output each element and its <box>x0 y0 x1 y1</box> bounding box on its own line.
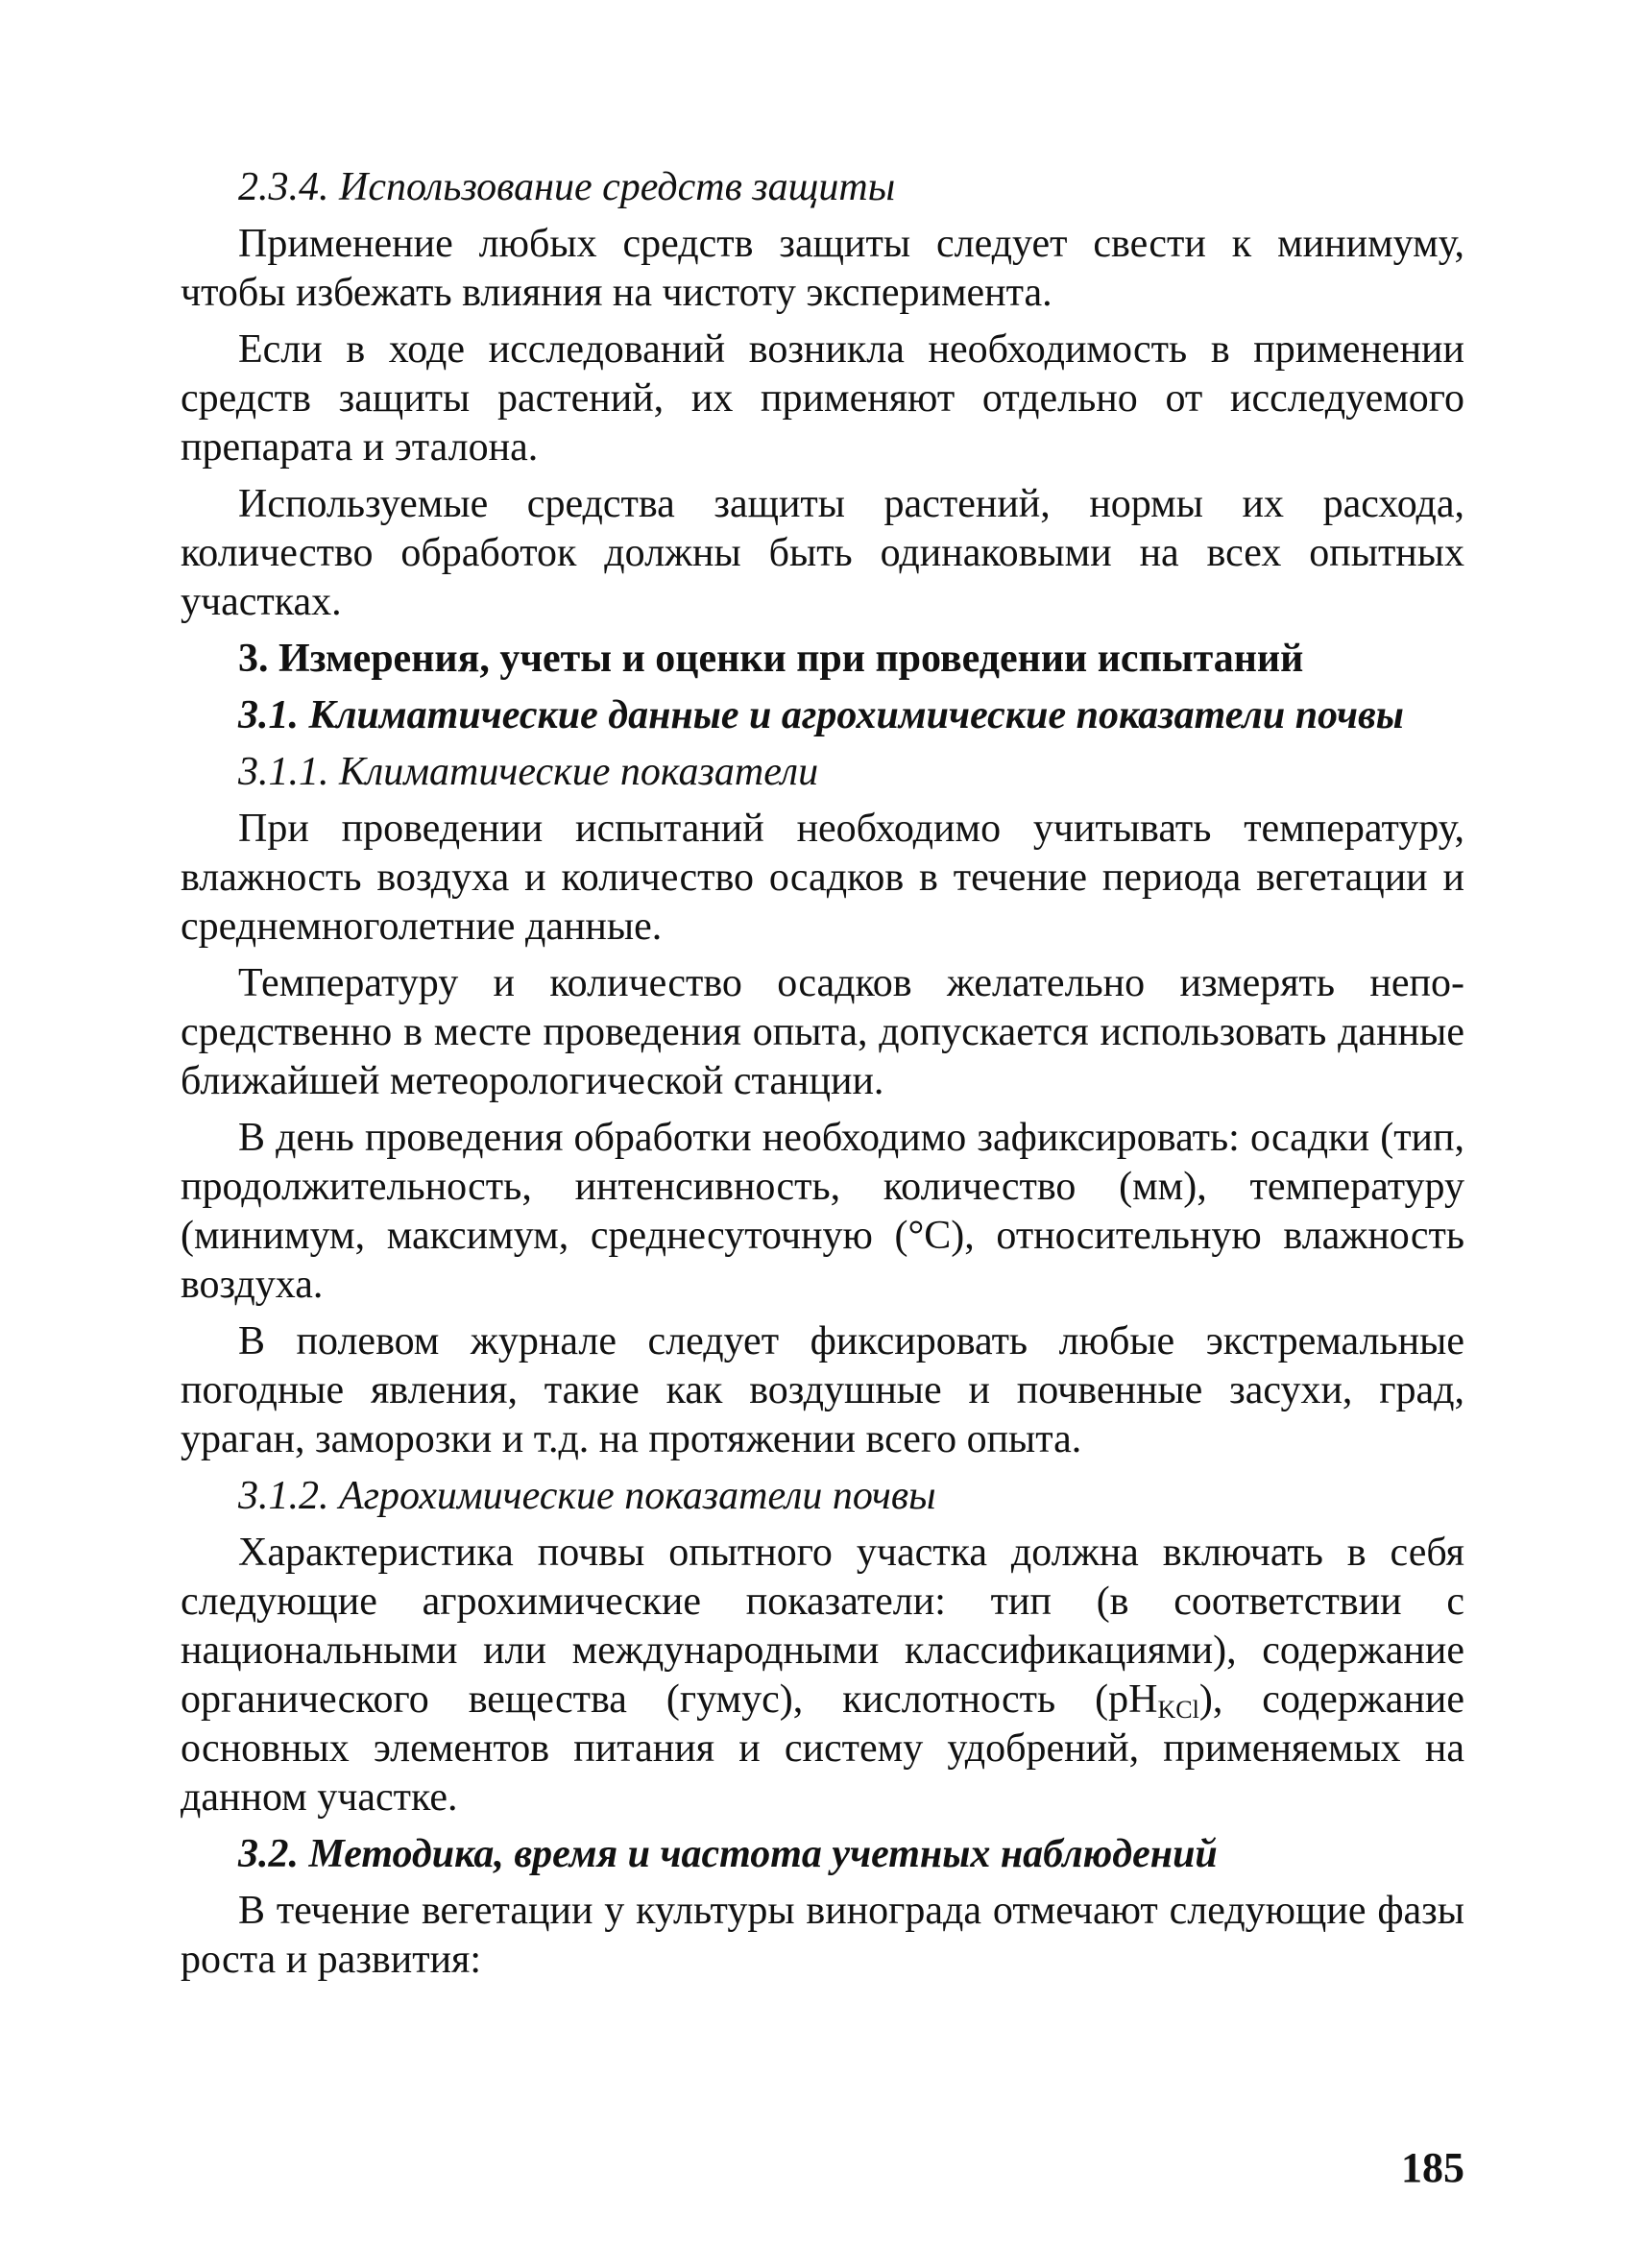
paragraph: Температуру и количество осадков желательно измерять непосредственно в месте проведения опыта, допускается использовать данные ближайшей метеорологической станции. <box>181 961 1464 1103</box>
paragraph: В день проведения обработки необходимо зафиксировать: осадки (тип, продолжительность, интенсивность, количество (мм), температуру (минимум, максимум, среднесуточную (°С), относительную влажность воздуха. <box>181 1116 1464 1307</box>
section-heading-3: 3. Измерения, учеты и оценки при проведении испытаний <box>238 637 1304 681</box>
page-body <box>181 163 1464 1992</box>
paragraph: Используемые средства защиты растений, нормы их расхода, количество обработок должны быть одинаковыми на всех опытных участках. <box>181 482 1464 624</box>
paragraph: В полевом журнале следует фиксировать любые экстремальные погодные явления, такие как воздушные и почвенные засухи, град, ураган, заморозки и т.д. на протяжении всего опыта. <box>181 1319 1464 1461</box>
section-heading-3-2: 3.2. Методика, время и частота учетных наблюдений <box>238 1832 1218 1876</box>
section-heading-3-1-1: 3.1.1. Климатические показатели <box>238 750 819 794</box>
paragraph: В течение вегетации у культуры винограда отмечают следующие фазы роста и развития: <box>181 1889 1464 1982</box>
paragraph-with-subscript <box>181 1529 1464 1822</box>
paragraph: При проведении испытаний необходимо учитывать температуру, влажность воздуха и количество осадков в течение периода вегетации и среднемноголетние данные. <box>181 807 1464 949</box>
page-number: 185 <box>1401 2144 1464 2191</box>
section-heading-3-1: 3.1. Климатические данные и агрохимические показатели почвы <box>238 693 1404 737</box>
paragraph-text-after: ), содержание основных элементов питания и систему удобрений, применяемых на данном участке. <box>181 1677 1464 1820</box>
paragraph-text-before: Характеристика почвы опытного участка должна включать в себя следующие агрохимические показатели: тип (в соответствии с национальными или международными классификациями), содержание органического вещества (гумус), кислотность (pH <box>181 1531 1464 1722</box>
subscript-kcl: KCl <box>1157 1696 1199 1724</box>
section-heading-3-1-2: 3.1.2. Агрохимические показатели почвы <box>238 1474 936 1518</box>
paragraph: Если в ходе исследований возникла необходимость в применении средств защиты растений, их применяют отдельно от исследуемого препарата и эталона. <box>181 327 1464 470</box>
paragraph: Применение любых средств защиты следует свести к минимуму, чтобы избежать влияния на чистоту эксперимента. <box>181 222 1464 315</box>
section-heading-2-3-4: 2.3.4. Использование средств защиты <box>238 165 896 209</box>
